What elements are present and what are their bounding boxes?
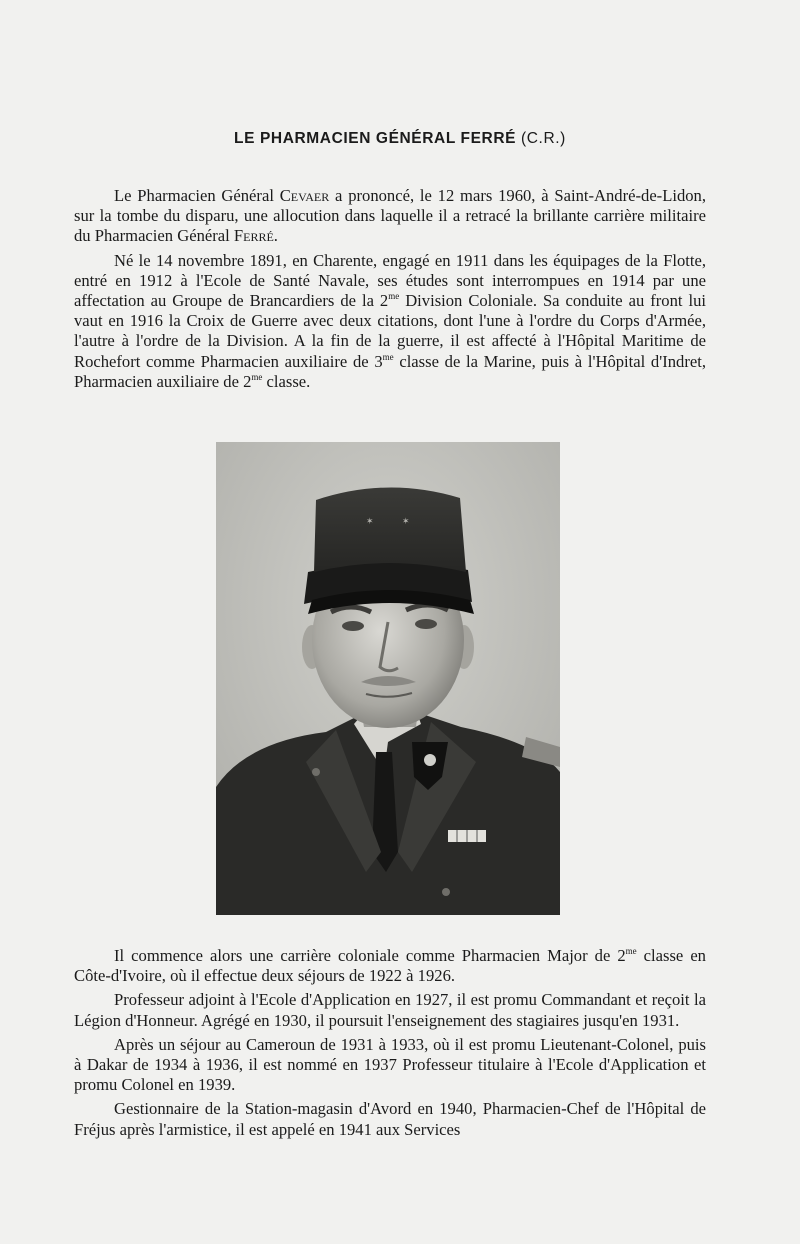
superscript: me: [382, 351, 394, 362]
paragraph-text: Né le 14 novembre 1891, en Charente, engagé en 1911 dans les équipages de la Flotte, entré en 1912 à l'Ecole de Santé Navale, ses études sont interrompues en 1914 par une affectation au Groupe de Brancardiers de la 2: [74, 250, 706, 311]
name-cevaer: Cevaer: [279, 186, 330, 205]
title-suffix: (C.R.): [521, 130, 566, 147]
paragraph-text: Professeur adjoint à l'Ecole d'Application en 1927, il est promu Commandant et reçoit la Légion d'Honneur. Agrégé en 1930, il poursuit l'enseignement des stagiaires jusqu'en 1931.: [74, 990, 706, 1030]
text-block-bottom: [74, 946, 706, 1140]
paragraph-text: .: [273, 226, 278, 246]
paragraph-professor: [74, 990, 706, 1030]
paragraph-text: Division Coloniale. Sa conduite au front lui vaut en 1916 la Croix de Guerre avec deux citations, dont l'une à l'ordre du Corps d'Armée, l'autre à l'ordre de la Division. A la fin de la guerre, il est affecté à l'Hôpital Maritime de Rochefort comme Pharmacien auxiliaire de 3: [74, 291, 706, 371]
paragraph-text: a prononcé, le 12 mars 1960, à Saint-André-de-Lidon, sur la tombe du disparu, une allocution dans laquelle il a retracé la brillante carrière militaire du Pharmacien Général: [74, 186, 706, 246]
paragraph-text: classe.: [262, 371, 311, 391]
name-ferre: Ferré: [233, 226, 274, 246]
title-name: LE PHARMACIEN GÉNÉRAL FERRÉ: [234, 130, 517, 147]
paragraph-text: Gestionnaire de la Station-magasin d'Avord en 1940, Pharmacien-Chef de l'Hôpital de Fréjus après l'armistice, il est appelé en 1941 aux Services: [74, 1099, 706, 1139]
paragraph-early-career: [74, 251, 706, 392]
paragraph-text: classe de la Marine, puis à l'Hôpital d'Indret, Pharmacien auxiliaire de 2: [74, 351, 706, 391]
paragraph-avord: [74, 1099, 706, 1139]
superscript: me: [251, 371, 263, 382]
paragraph-colonial-career: [74, 946, 706, 986]
paragraph-eulogy: [74, 186, 706, 247]
portrait-illustration: [216, 442, 560, 915]
paragraph-text: Il commence alors une carrière coloniale comme Pharmacien Major de 2: [114, 946, 626, 965]
paragraph-text: Le Pharmacien Général: [114, 186, 280, 205]
paragraph-cameroun: [74, 1035, 706, 1096]
paragraph-text: classe en Côte-d'Ivoire, où il effectue deux séjours de 1922 à 1926.: [74, 946, 706, 986]
page-title: [0, 130, 800, 148]
superscript: me: [625, 946, 637, 956]
paragraph-text: Après un séjour au Cameroun de 1931 à 1933, où il est promu Lieutenant-Colonel, puis à Dakar de 1934 à 1936, il est nommé en 1937 Professeur titulaire à l'Ecole d'Application et promu Colonel en 1939.: [74, 1034, 706, 1095]
svg-text:✶: ✶: [366, 517, 374, 527]
superscript: me: [388, 291, 400, 302]
svg-text:✶: ✶: [402, 517, 410, 527]
text-block-top: [74, 186, 706, 392]
portrait-photo: [216, 442, 560, 915]
